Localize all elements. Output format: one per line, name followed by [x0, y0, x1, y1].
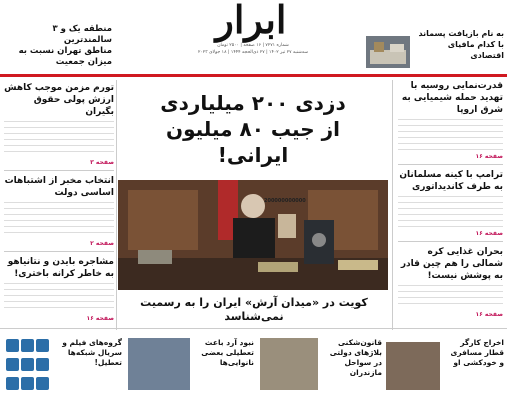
hero-headline-line2: از جیب ۸۰ میلیون ایرانی! [166, 117, 340, 167]
right-separator [392, 80, 393, 330]
left-story-1-title: تورم مزمن موجب کاهش ارزش پولی حقوق بگیران [4, 83, 114, 117]
bottom-story-1 [386, 334, 504, 396]
right-story-2-title: ترامپ با کینه مسلمانان به طرف کاندیداتوری [399, 170, 503, 192]
film-icon [21, 339, 34, 352]
right-story-1-body-placeholder [398, 119, 503, 151]
left-story-3-page: صفحه ۱۶ [86, 315, 114, 322]
left-story-1-body-placeholder [4, 121, 114, 157]
music-icon [21, 377, 34, 390]
right-story-3-body-placeholder [398, 285, 503, 309]
masthead-logo: ابرار [215, 0, 287, 42]
header-left-headline [4, 24, 112, 68]
play-icon [21, 358, 34, 371]
bottom-story-1-title: اخراج کارگر قطار مسافری و خودکشی او [450, 338, 504, 367]
left-story-3-body-placeholder [4, 283, 114, 313]
header-photo [366, 36, 410, 68]
left-separator [116, 80, 117, 330]
left-story-2-title: انتخاب مخبر از اشتباهات اساسی دولت [4, 176, 114, 198]
right-story-1-title: قدرت‌نمایی روسیه با تهدید حمله شیمیایی به شرق اروپا [401, 81, 503, 115]
bottom-story-3 [126, 334, 254, 396]
bottom-story-4-icon-grid [2, 338, 50, 394]
right-divider-2 [398, 241, 503, 242]
right-story-2-page: صفحه ۱۶ [475, 230, 503, 237]
mic-icon [6, 377, 19, 390]
left-divider-2 [4, 251, 114, 252]
hero-headline [128, 90, 378, 168]
hero-headline-line1: دزدی ۲۰۰ میلیاردی [160, 91, 346, 115]
left-column [4, 82, 114, 322]
bottom-story-2 [258, 334, 382, 396]
clapper-icon [6, 358, 19, 371]
header-right-line2: با کدام مافیای اقتصادی [447, 40, 504, 60]
issue-line-1: شماره ۷۲۷۱ | ۱۶ صفحه | ۲۵۰۰ تومان [217, 43, 289, 48]
bottom-story-1-photo [386, 342, 440, 390]
main-caption: کویت در «میدان آرش» ایران را به رسمیت نمی‌شناسد [140, 296, 368, 323]
right-story-2-body-placeholder [398, 196, 503, 228]
money-bag-label: 200000000000 [264, 198, 306, 204]
bottom-story-3-photo [128, 338, 190, 390]
camera-icon [6, 339, 19, 352]
bottom-rule [0, 328, 507, 329]
bottom-story-2-title: قانون‌شکنی بلاژهای دولتی در سواحل مازندران [329, 338, 382, 377]
hero-image [118, 180, 388, 290]
right-story-3-title: بحران غذایی کره شمالی را هم چین قادر به پوشش نیست! [400, 247, 503, 281]
header-right-headline [414, 28, 504, 61]
bottom-story-4-title: گروه‌های فیلم و سریال شبکه‌ها تعطیل! [62, 338, 122, 367]
right-divider-1 [398, 164, 503, 165]
screen-icon [36, 377, 49, 390]
left-story-3-title: مشاجره بایدن و نتانیاهو به خاطر کرانه باختری! [7, 257, 114, 279]
bottom-story-4 [2, 334, 122, 396]
header-right-line1: به نام بازیافت پسماند [418, 29, 504, 38]
tv-icon [36, 339, 49, 352]
right-column [398, 80, 503, 318]
left-divider-1 [4, 170, 114, 171]
header-left-line1: منطقه یک و ۳ سالمندترین [52, 24, 112, 45]
right-story-3-page: صفحه ۱۶ [475, 311, 503, 318]
bottom-story-3-title: نبود آرد باعث تعطیلی بعضی نانوایی‌ها [201, 338, 254, 367]
header-left-line2: مناطق تهران نسبت به میزان جمعیت [18, 46, 112, 67]
header-photo-svg [366, 36, 410, 68]
masthead-rule [0, 74, 507, 77]
bottom-story-2-photo [260, 338, 318, 390]
left-story-1-page: صفحه ۳ [90, 159, 114, 166]
right-story-1-page: صفحه ۱۶ [475, 153, 503, 160]
left-story-2-page: صفحه ۲ [90, 240, 114, 247]
left-story-2-body-placeholder [4, 202, 114, 238]
star-icon [36, 358, 49, 371]
issue-line-2: سه‌شنبه ۲۷ تیر ۱۴۰۲ | ۲۷ ذی‌الحجه ۱۴۴۴ | ۱۸ جولای ۲۰۲۳ [197, 50, 309, 55]
hero-illustration [118, 180, 388, 290]
